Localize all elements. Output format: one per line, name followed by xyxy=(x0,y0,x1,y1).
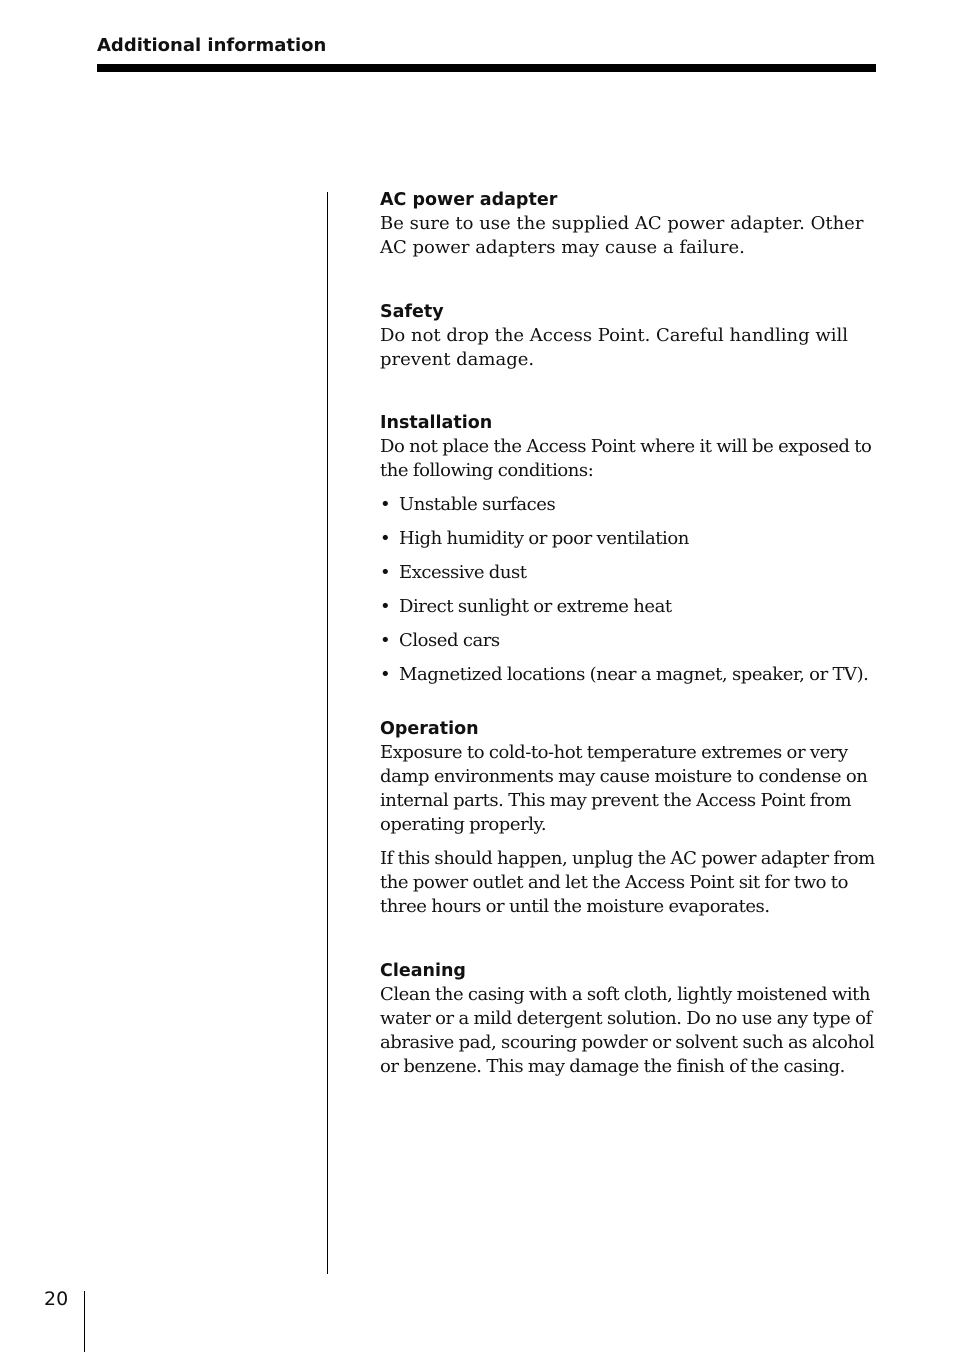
list-item xyxy=(380,663,876,687)
section-ac-power-adapter xyxy=(380,188,876,260)
list-item-text: Magnetized locations (near a magnet, speaker, or TV). xyxy=(399,664,869,685)
section-installation xyxy=(380,411,876,687)
column-divider xyxy=(327,192,328,1274)
bullet-icon: • xyxy=(380,596,391,617)
section-paragraph: If this should happen, unplug the AC power adapter from the power outlet and let the Access Point sit for two to three hours or until the moisture evaporates. xyxy=(380,848,875,917)
bullet-icon: • xyxy=(380,528,391,549)
section-safety xyxy=(380,300,876,372)
page-number: 20 xyxy=(44,1288,69,1310)
bullet-icon: • xyxy=(380,562,391,583)
list-item-text: Direct sunlight or extreme heat xyxy=(399,596,672,617)
main-content xyxy=(380,188,876,1079)
list-item xyxy=(380,527,876,551)
section-operation xyxy=(380,717,876,919)
bullet-icon: • xyxy=(380,494,391,515)
section-heading: AC power adapter xyxy=(380,190,558,210)
list-item xyxy=(380,493,876,517)
list-item-text: Excessive dust xyxy=(399,562,527,583)
page-number-rule xyxy=(84,1291,85,1352)
section-cleaning xyxy=(380,959,876,1079)
list-item xyxy=(380,561,876,585)
conditions-list xyxy=(380,493,876,687)
section-heading: Operation xyxy=(380,719,479,739)
list-item-text: High humidity or poor ventilation xyxy=(399,528,689,549)
list-item-text: Closed cars xyxy=(399,630,500,651)
section-paragraph: Be sure to use the supplied AC power adapter. Other AC power adapters may cause a failure. xyxy=(380,213,864,258)
list-item xyxy=(380,629,876,653)
section-heading: Cleaning xyxy=(380,961,466,981)
list-item xyxy=(380,595,876,619)
bullet-icon: • xyxy=(380,630,391,651)
list-item-text: Unstable surfaces xyxy=(399,494,556,515)
header-rule xyxy=(97,64,876,72)
section-paragraph: Exposure to cold-to-hot temperature extremes or very damp environments may cause moisture to condense on internal parts. This may prevent the Access Point from operating properly. xyxy=(380,742,868,835)
section-paragraph: Do not drop the Access Point. Careful handling will prevent damage. xyxy=(380,325,848,370)
section-heading: Safety xyxy=(380,302,444,322)
bullet-icon: • xyxy=(380,664,391,685)
section-paragraph: Do not place the Access Point where it will be exposed to the following conditions: xyxy=(380,436,872,481)
running-header-title: Additional information xyxy=(97,35,327,56)
section-paragraph: Clean the casing with a soft cloth, lightly moistened with water or a mild detergent solution. Do no use any type of abrasive pad, scouring powder or solvent such as alcohol or benzene. This may damage the finish of the casing. xyxy=(380,984,875,1077)
section-heading: Installation xyxy=(380,413,493,433)
